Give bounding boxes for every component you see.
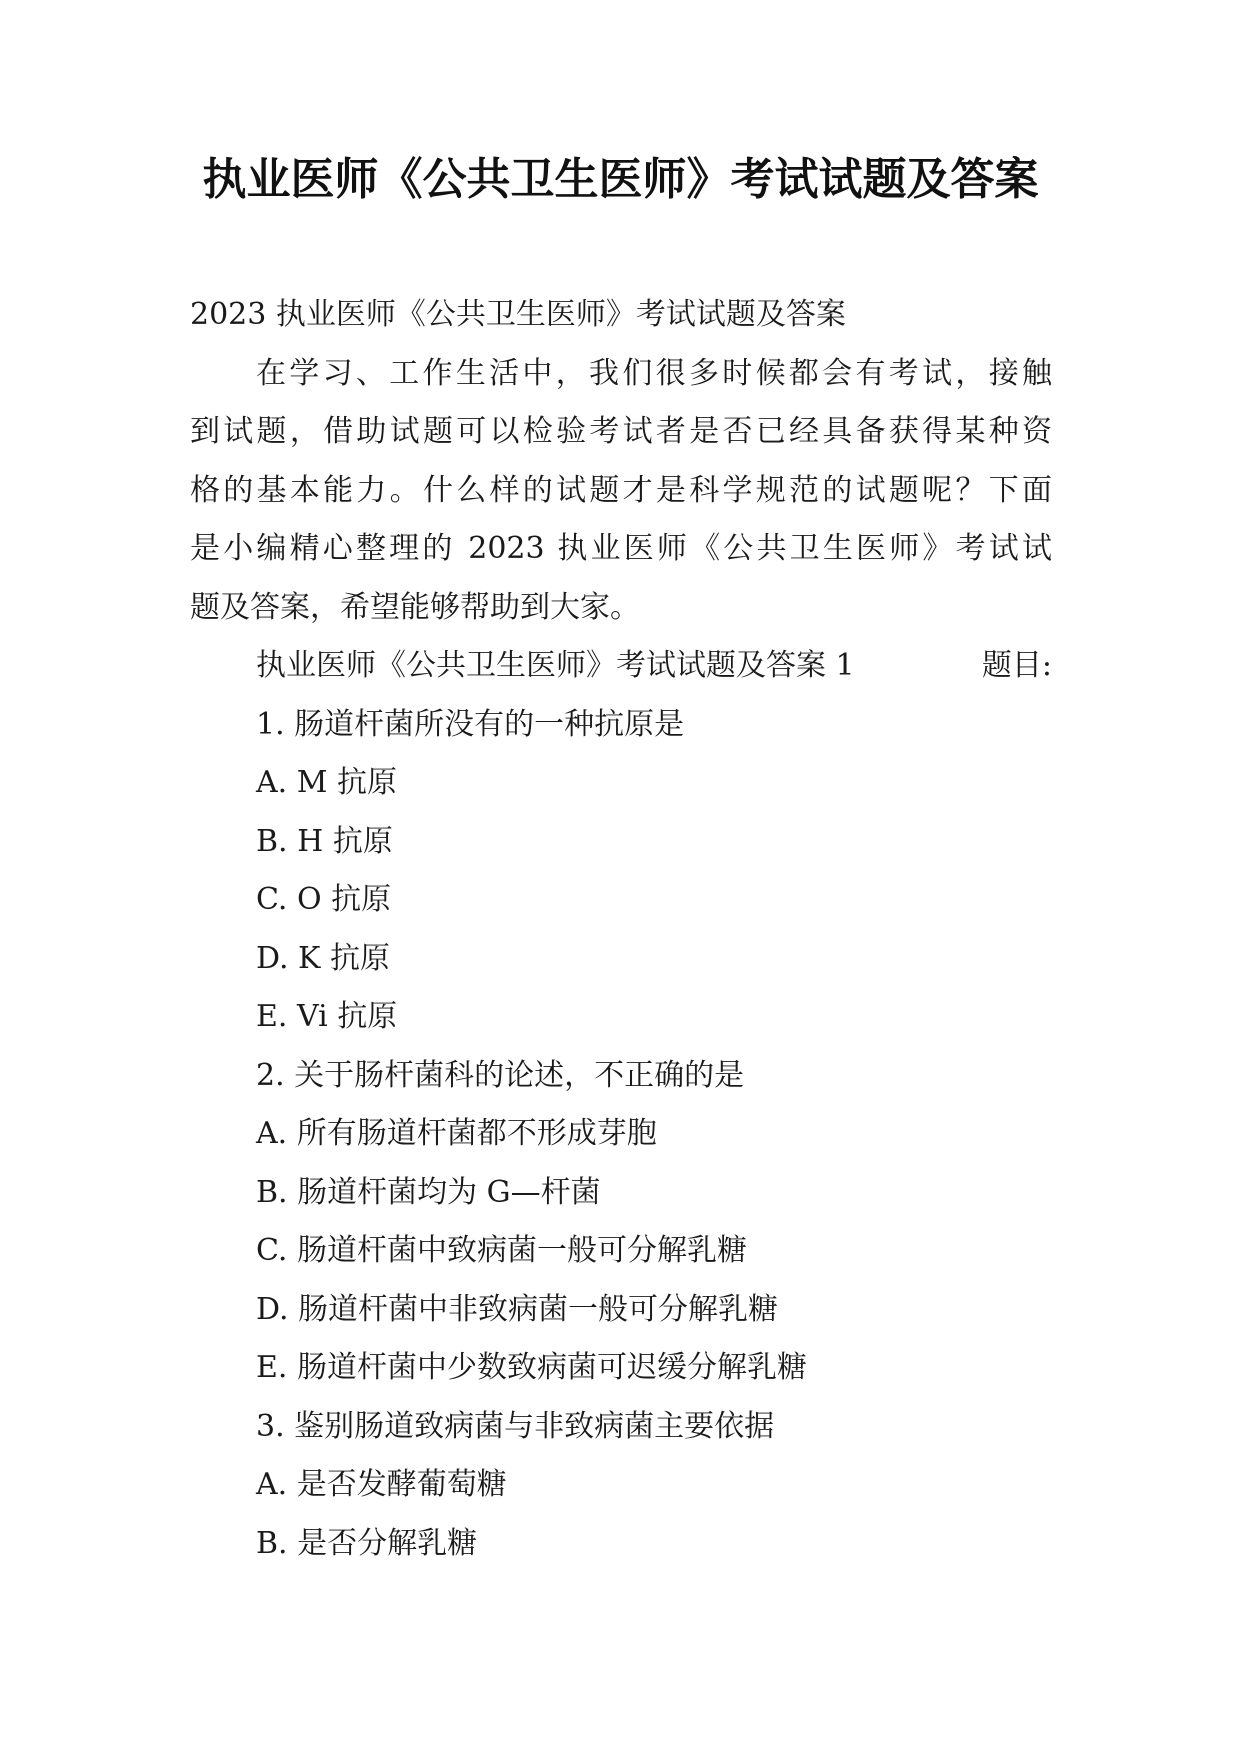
question-option: D. 肠道杆菌中非致病菌一般可分解乳糖 <box>256 1291 779 1327</box>
question-option: C. 肠道杆菌中致病菌一般可分解乳糖 <box>256 1233 747 1268</box>
document-subtitle: 2023 执业医师《公共卫生医师》考试试题及答案 <box>190 297 846 332</box>
question-option: E. 肠道杆菌中少数致病菌可迟缓分解乳糖 <box>256 1350 807 1385</box>
question-option: E. Vi 抗原 <box>256 999 398 1034</box>
question-stem: 2. 关于肠杆菌科的论述，不正确的是 <box>256 1057 745 1093</box>
question-option: C. O 抗原 <box>256 882 392 917</box>
document-title: 执业医师《公共卫生医师》考试试题及答案 <box>202 154 1039 205</box>
question-option: A. 是否发酵葡萄糖 <box>256 1467 507 1502</box>
section-label: 题目: <box>981 648 1052 683</box>
question-stem: 1. 肠道杆菌所没有的一种抗原是 <box>256 706 685 742</box>
section-heading-row <box>190 637 1052 696</box>
intro-line: 是小编精心整理的 2023 执业医师《公共卫生医师》考试试 <box>190 531 1052 566</box>
section-heading: 执业医师《公共卫生医师》考试试题及答案 1 <box>256 648 855 683</box>
question-option: D. K 抗原 <box>256 940 391 976</box>
intro-line: 题及答案，希望能够帮助到大家。 <box>190 589 640 625</box>
intro-line: 在学习、工作生活中，我们很多时候都会有考试，接触 <box>256 355 1052 391</box>
question-option: A. 所有肠道杆菌都不形成芽胞 <box>256 1116 657 1151</box>
question-option: A. M 抗原 <box>256 765 397 800</box>
question-stem: 3. 鉴别肠道致病菌与非致病菌主要依据 <box>256 1408 775 1444</box>
question-option: B. 肠道杆菌均为 G—杆菌 <box>256 1174 601 1210</box>
question-option: B. H 抗原 <box>256 823 393 859</box>
document-body <box>190 286 1052 1573</box>
question-option: B. 是否分解乳糖 <box>256 1525 478 1561</box>
intro-line: 到试题，借助试题可以检验考试者是否已经具备获得某种资 <box>190 414 1052 449</box>
intro-line: 格的基本能力。什么样的试题才是科学规范的试题呢？下面 <box>190 472 1052 508</box>
